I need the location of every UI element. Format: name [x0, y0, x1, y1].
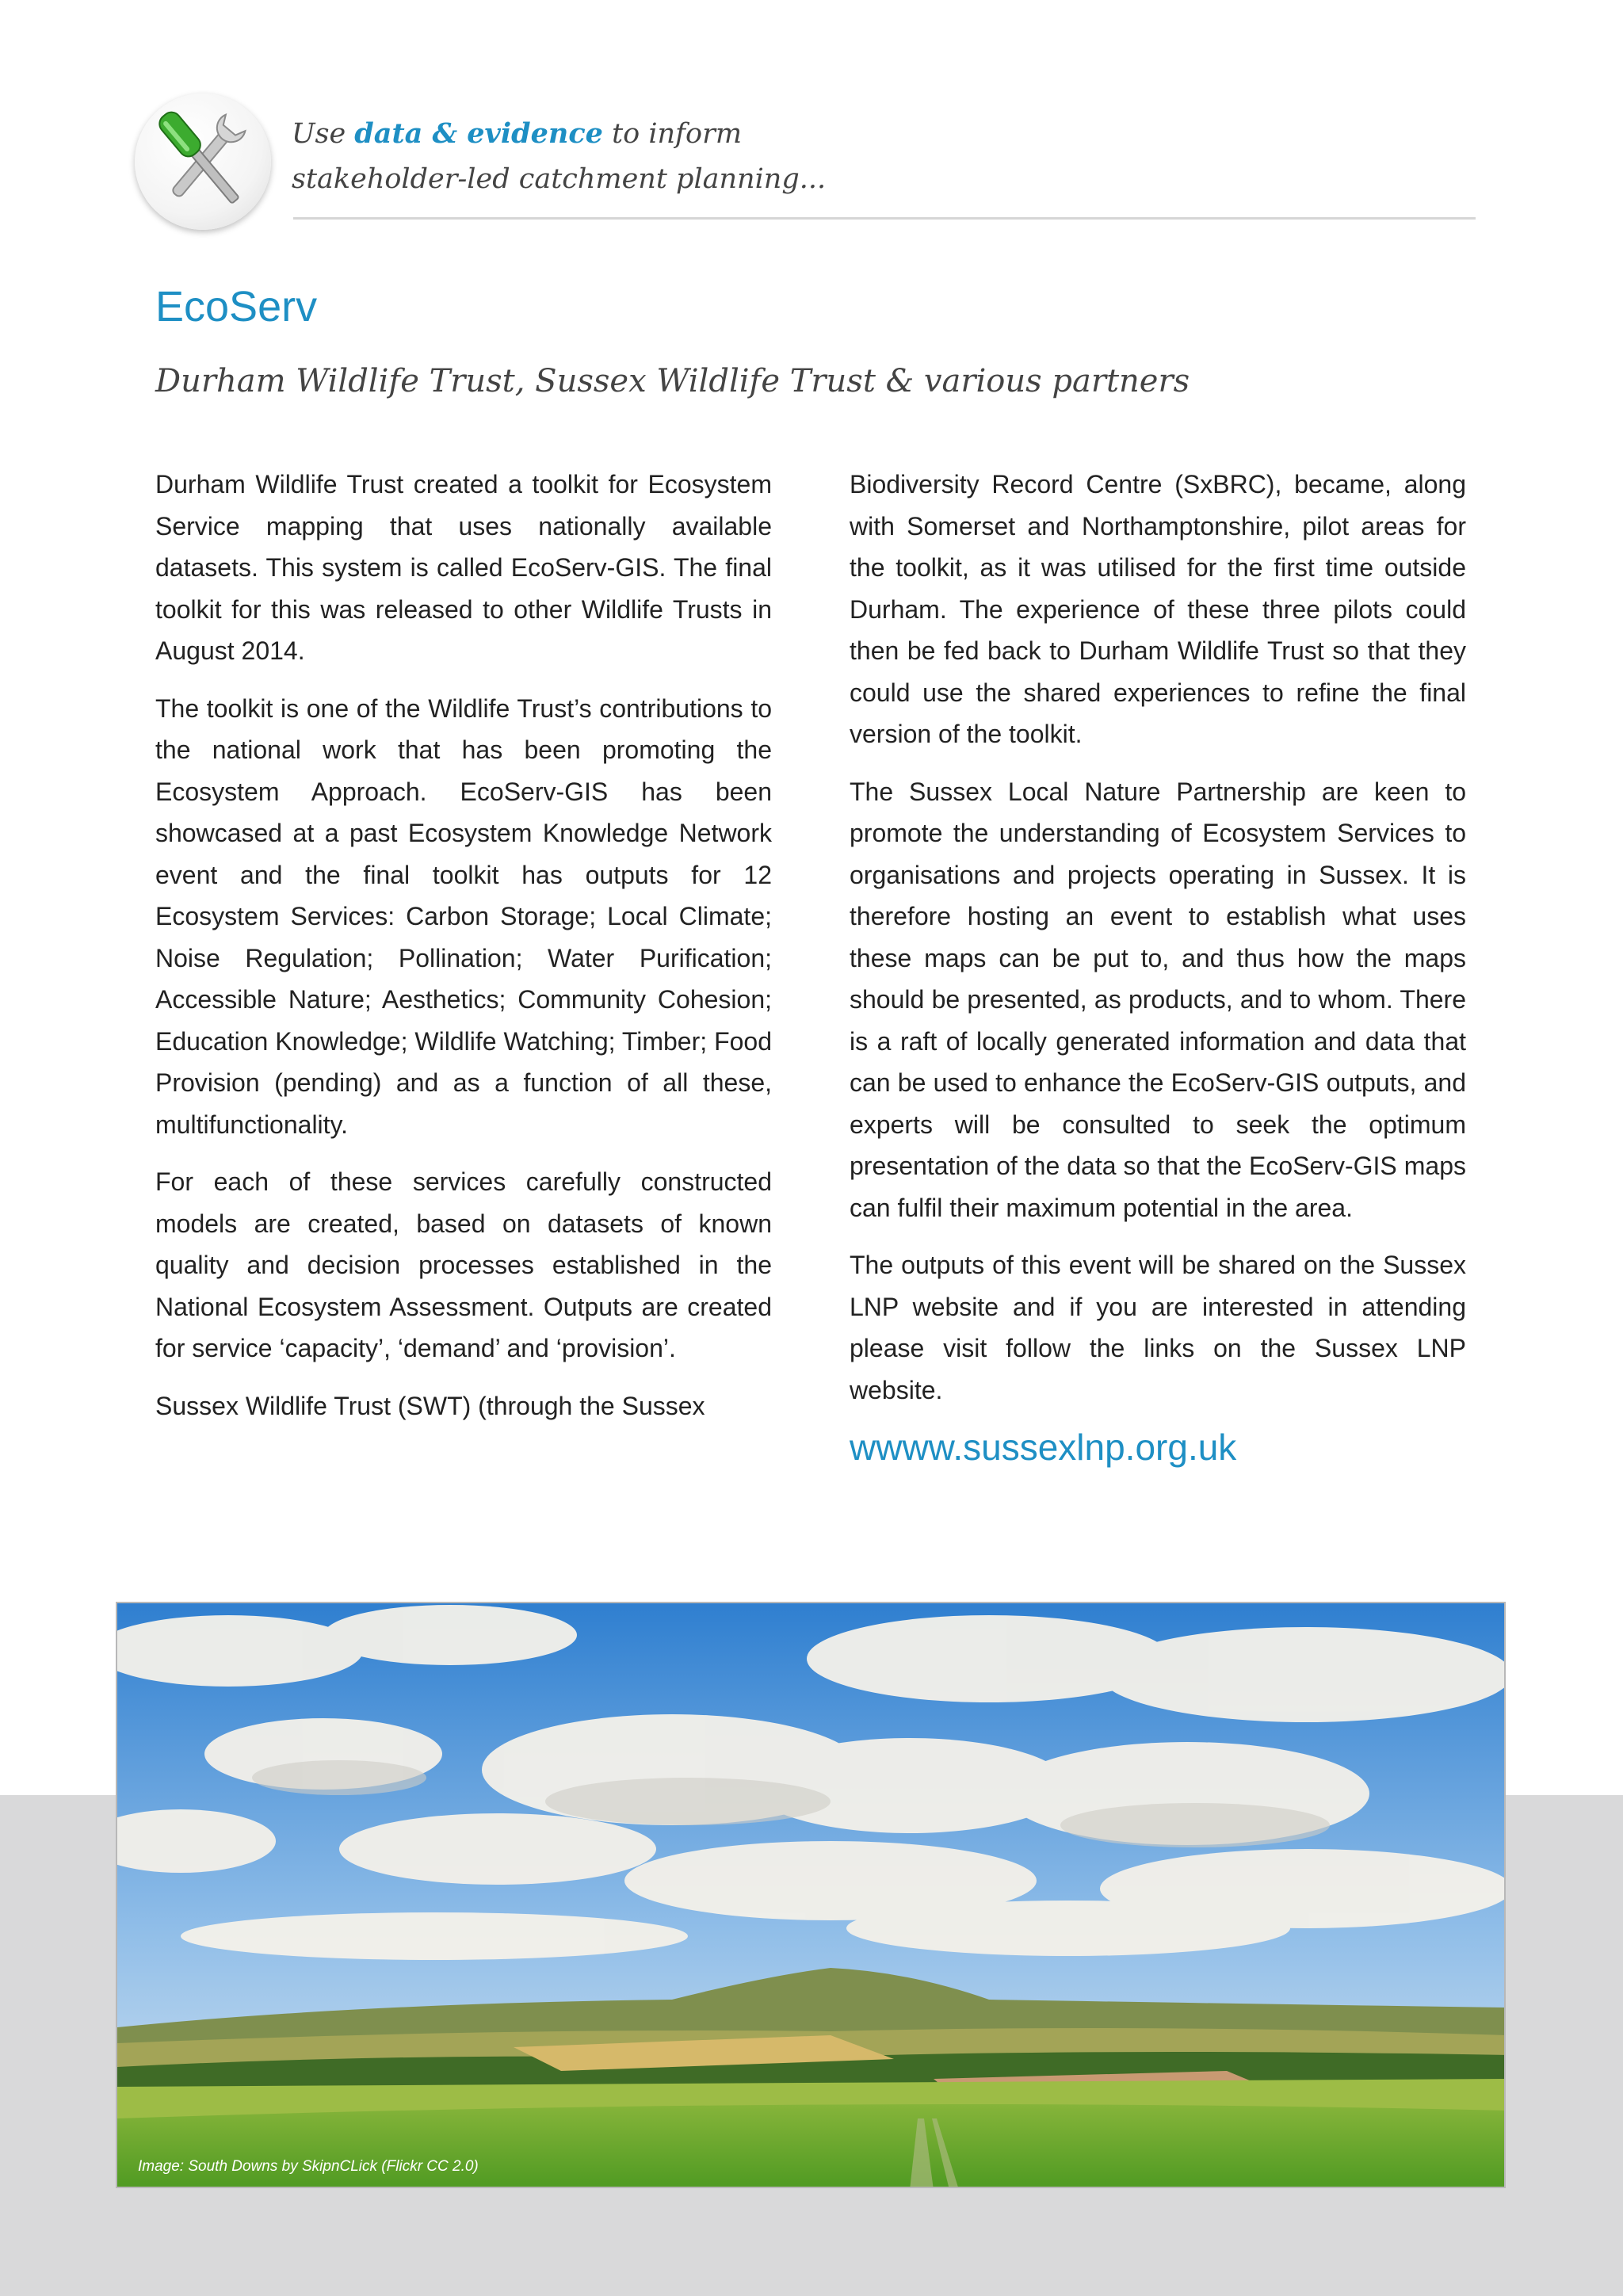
tagline-line-2: stakeholder-led catchment planning... — [292, 163, 827, 195]
landscape-photo — [116, 1602, 1506, 2188]
paragraph: Durham Wildlife Trust created a toolkit for Ecosystem Service mapping that uses nationally available datasets. This system is called EcoServ-GIS. The final toolkit for this was released to other Wildlife Trusts in August 2014. — [155, 470, 772, 665]
header-divider — [293, 217, 1476, 220]
paragraph: Sussex Wildlife Trust (SWT) (through the Sussex — [155, 1391, 705, 1420]
paragraph: The outputs of this event will be shared on the Sussex LNP website and if you are interested in attending please visit follow the links on the Sussex LNP website. — [850, 1251, 1466, 1404]
website-link[interactable]: wwww.sussexlnp.org.uk — [850, 1427, 1237, 1468]
paragraph: The toolkit is one of the Wildlife Trust’s contributions to the national work that has been promoting the Ecosystem Approach. EcoServ-GIS has been showcased at a past Ecosystem Knowledge Network event and the final toolkit has outputs for 12 Ecosystem Services: Carbon Storage; Local Climate; Noise Regulation; Pollination; Water Purification; Accessible Nature; Aesthetics; Community Cohesion; Education Knowledge; Wildlife Watching; Timber; Food Provision (pending) and as a function of all these, multifunctionality. — [155, 693, 772, 1139]
page-title: EcoServ — [155, 283, 318, 330]
paragraph: For each of these services carefully constructed models are created, based on datasets of known quality and decision processes established in the National Ecosystem Assessment. Outputs are created for service ‘capacity’, ‘demand’ and ‘provision’. — [155, 1167, 772, 1362]
paragraph: The Sussex Local Nature Partnership are keen to promote the understanding of Ecosystem Services to organisations and projects operating in Sussex. It is therefore hosting an event to establish what uses these maps can be put to, and thus how the maps should be presented, as products, and to whom. There is a raft of locally generated information and data that can be used to enhance the EcoServ-GIS outputs, and experts will be consulted to seek the optimum presentation of the data so that the EcoServ-GIS maps can fulfil their maximum potential in the area. — [850, 777, 1466, 1222]
page-subtitle: Durham Wildlife Trust, Sussex Wildlife Trust & various partners — [155, 363, 1190, 399]
tagline-highlight: data & evidence — [354, 117, 603, 150]
tools-icon — [135, 94, 271, 230]
left-column — [155, 464, 772, 1442]
right-column — [850, 464, 1466, 1469]
paragraph: Biodiversity Record Centre (SxBRC), became, along with Somerset and Northamptonshire, pilot areas for the toolkit, as it was utilised for the first time outside Durham. The experience of these three pilots could then be fed back to Durham Wildlife Trust so that they could use the shared experiences to refine the final version of the toolkit. — [850, 470, 1466, 748]
header-tagline — [292, 111, 1084, 202]
photo-caption: Image: South Downs by SkipnCLick (Flickr CC 2.0) — [138, 2158, 479, 2175]
tagline-line-1: Use data & evidence to inform — [292, 117, 743, 150]
